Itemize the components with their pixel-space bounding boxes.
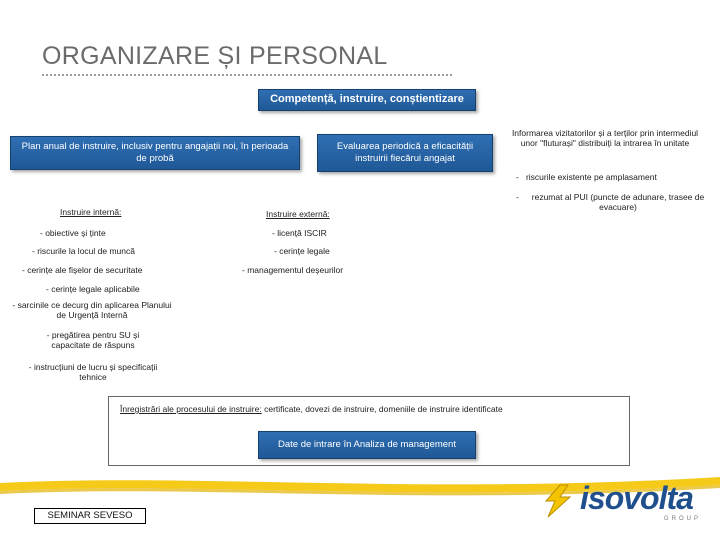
internal-item: - riscurile la locul de muncă [32,246,135,256]
external-item: - managementul deșeurilor [242,265,344,275]
page-title: ORGANIZARE ȘI PERSONAL [42,42,388,70]
internal-item: - instrucțiuni de lucru și specificații tehnice [28,362,158,383]
training-records: Înregistrări ale procesului de instruire: certificate, dovezi de instruire, domeniile de instruire identificate [120,404,503,414]
brand-logo-text: isovolta [580,480,693,516]
isovolta-logo-icon [540,483,578,519]
external-item: - licență ISCIR [272,228,327,238]
evaluation-box: Evaluarea periodică a eficacității instruirii fiecărui angajat [317,134,493,172]
title-divider [42,74,452,76]
visitors-item: - rezumat al PUI (puncte de adunare, trasee de evacuare) [516,192,705,213]
visitors-item: - riscurile existente pe amplasament [516,172,657,182]
internal-item: - cerințe ale fișelor de securitate [22,265,143,275]
internal-item: - pregătirea pentru SU și capacitate de răspuns [46,330,140,351]
external-item: - cerințe legale [274,246,330,256]
visitors-info-title: Informarea vizitatorilor și a terților prin intermediul unor "fluturași" distribuiți la intrarea în unitate [511,128,699,149]
management-input-box: Date de intrare în Analiza de management [258,431,476,459]
brand-group-text: GROUP [664,516,702,522]
training-plan-box: Plan anual de instruire, inclusiv pentru angajații noi, în perioada de probă [10,136,300,170]
internal-item: - cerințe legale aplicabile [46,284,140,294]
internal-training-title: Instruire internă: [60,207,122,217]
seminar-label: SEMINAR SEVESO [34,508,146,524]
external-training-title: Instruire externă: [266,209,330,219]
internal-item: - obiective și ținte [40,228,106,238]
internal-item: - sarcinile ce decurg din aplicarea Planului de Urgență Internă [12,300,172,321]
competence-box: Competență, instruire, conștientizare [258,89,476,111]
